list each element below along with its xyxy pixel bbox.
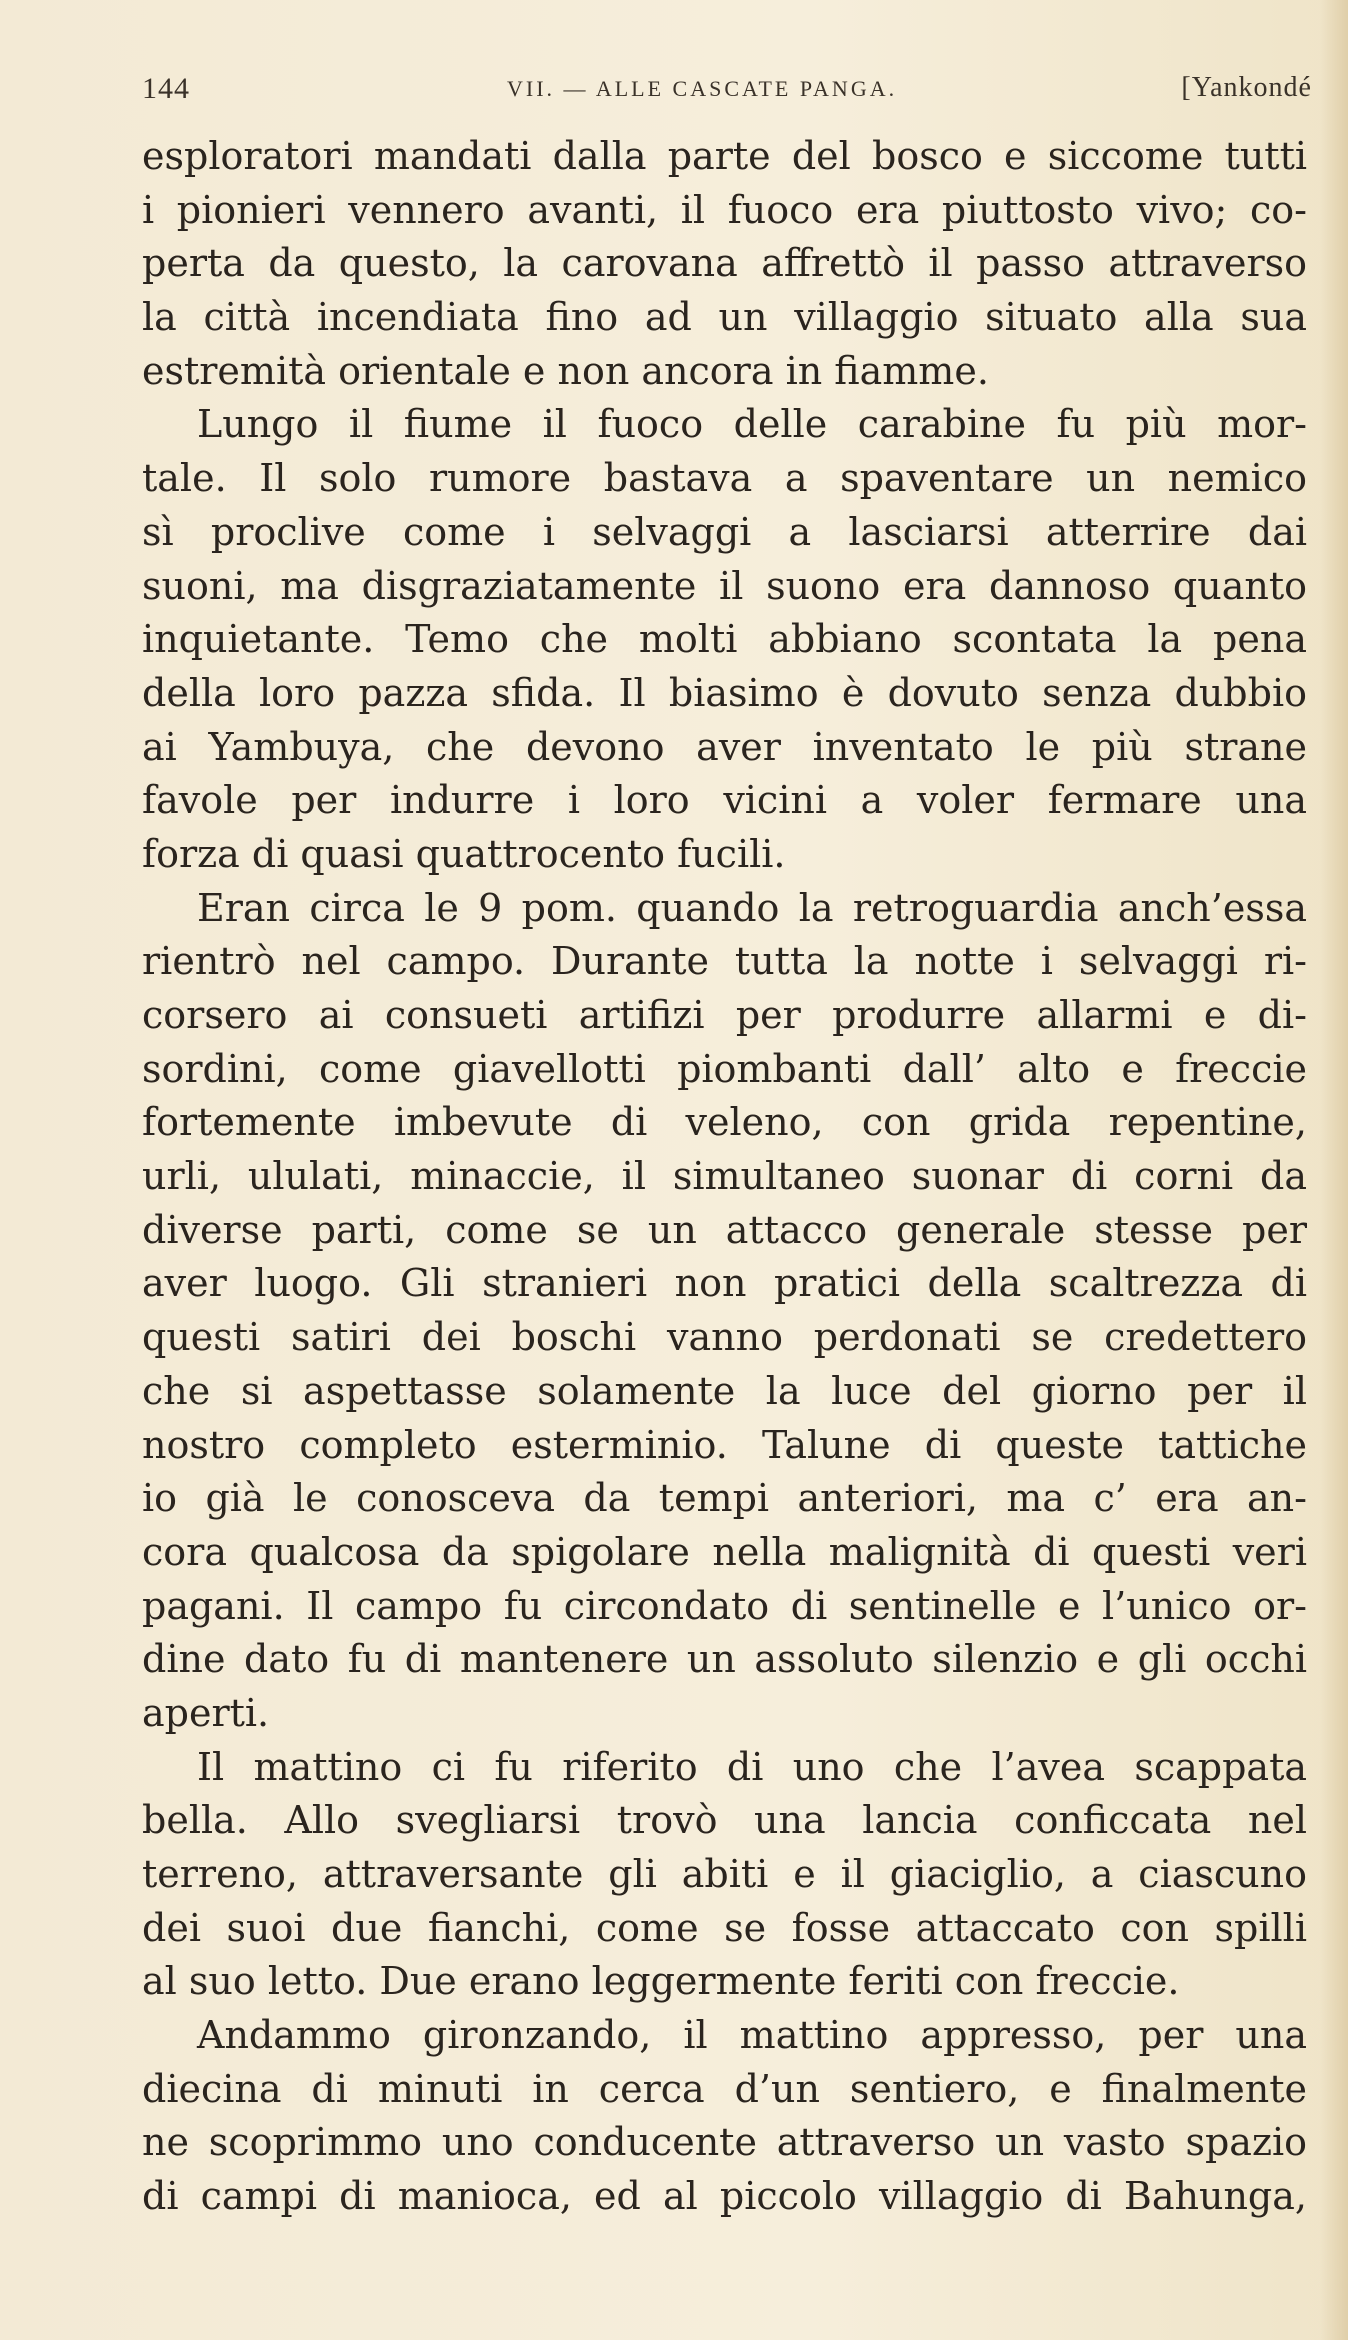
text-line: Eran circa le 9 pom. quando la retroguardia anch’essa — [197, 885, 1307, 930]
page-number: 144 — [142, 72, 190, 105]
text-line: tale. Il solo rumore bastava a spaventare un nemico — [142, 456, 1307, 501]
text-line: questi satiri dei boschi vanno perdonati se credettero — [142, 1315, 1307, 1360]
text-line: di campi di manioca, ed al piccolo villaggio di Bahunga, — [142, 2174, 1307, 2219]
text-line: fortemente imbevute di veleno, con grida repentine, — [142, 1100, 1307, 1145]
text-line: bella. Allo svegliarsi trovò una lancia conficcata nel — [142, 1798, 1307, 1843]
running-head: [Yankondé — [1181, 72, 1312, 103]
text-line: i pionieri vennero avanti, il fuoco era piuttosto vivo; co- — [142, 187, 1307, 232]
text-line: estremità orientale e non ancora in fiamme. — [142, 348, 989, 393]
text-line: suoni, ma disgraziatamente il suono era dannoso quanto — [142, 563, 1307, 608]
text-line: perta da questo, la carovana affrettò il passo attraverso — [142, 241, 1307, 286]
text-line: della loro pazza sfida. Il biasimo è dovuto senza dubbio — [142, 670, 1307, 715]
text-line: Lungo il fiume il fuoco delle carabine fu più mor- — [197, 402, 1307, 447]
text-line: dine dato fu di mantenere un assoluto silenzio e gli occhi — [142, 1637, 1307, 1682]
body-text — [142, 130, 1307, 2224]
text-line: favole per indurre i loro vicini a voler fermare una — [142, 778, 1307, 823]
text-line: pagani. Il campo fu circondato di sentinelle e l’unico or- — [142, 1583, 1307, 1628]
text-line: terreno, attraversante gli abiti e il giaciglio, a ciascuno — [142, 1852, 1307, 1896]
text-line: nostro completo esterminio. Talune di queste tattiche — [142, 1422, 1307, 1467]
text-line: dei suoi due fianchi, come se fosse attaccato con spilli — [142, 1905, 1307, 1950]
text-line: Il mattino ci fu riferito di uno che l’avea scappata — [197, 1744, 1307, 1789]
text-line: corsero ai consueti artifizi per produrre allarmi e di- — [142, 993, 1307, 1037]
text-line: ne scoprimmo uno conducente attraverso un vasto spazio — [142, 2120, 1307, 2165]
running-header — [142, 72, 1312, 112]
text-line: cora qualcosa da spigolare nella malignità di questi veri — [142, 1529, 1307, 1574]
chapter-title: VII. — ALLE CASCATE PANGA. — [507, 76, 898, 101]
text-line: al suo letto. Due erano leggermente feriti con freccie. — [142, 1959, 1180, 2004]
text-line: diverse parti, come se un attacco generale stesse per — [142, 1207, 1307, 1252]
text-line: la città incendiata fino ad un villaggio situato alla sua — [142, 295, 1307, 340]
page-edge-shading — [1320, 0, 1348, 2340]
text-line: inquietante. Temo che molti abbiano scontata la pena — [142, 617, 1307, 662]
text-line: urli, ululati, minaccie, il simultaneo suonar di corni da — [142, 1154, 1307, 1199]
text-line: esploratori mandati dalla parte del bosco e siccome tutti — [142, 134, 1307, 178]
text-line: sì proclive come i selvaggi a lasciarsi atterrire dai — [142, 509, 1307, 554]
text-line: che si aspettasse solamente la luce del giorno per il — [142, 1368, 1307, 1413]
text-line: Andammo gironzando, il mattino appresso, per una — [197, 2013, 1307, 2058]
text-line: aver luogo. Gli stranieri non pratici della scaltrezza di — [142, 1261, 1307, 1306]
text-line: ai Yambuya, che devono aver inventato le più strane — [142, 724, 1307, 769]
text-line: forza di quasi quattrocento fucili. — [142, 831, 786, 876]
text-line: io già le conosceva da tempi anteriori, ma c’ era an- — [142, 1476, 1307, 1521]
text-line: aperti. — [142, 1690, 270, 1735]
text-line: rientrò nel campo. Durante tutta la notte i selvaggi ri- — [142, 939, 1307, 984]
text-line: diecina di minuti in cerca d’un sentiero, e finalmente — [142, 2066, 1307, 2111]
text-line: sordini, come giavellotti piombanti dall’ alto e freccie — [142, 1046, 1307, 1091]
